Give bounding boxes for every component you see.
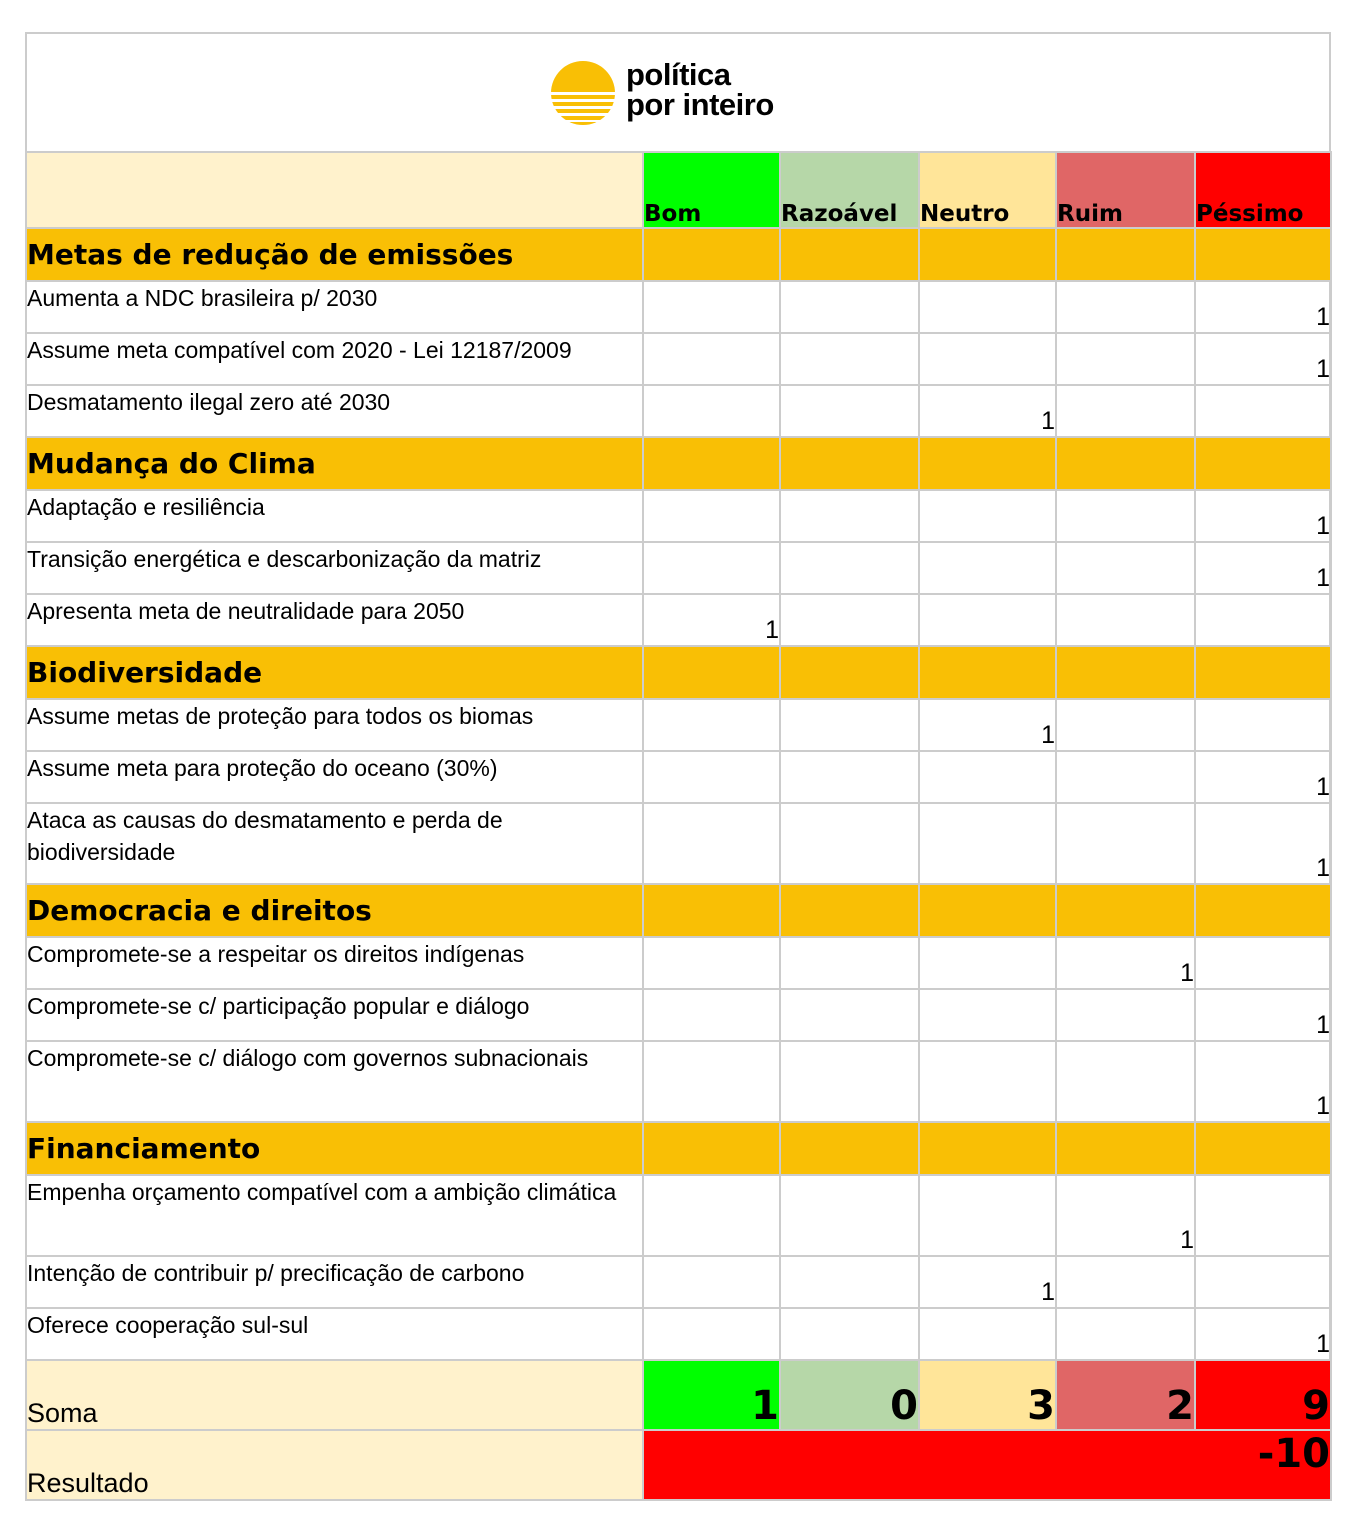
item-label: Assume meta para proteção do oceano (30%) bbox=[26, 751, 643, 803]
section-title: Democracia e direitos bbox=[26, 884, 643, 937]
item-row bbox=[26, 542, 1331, 594]
score-cell bbox=[643, 803, 780, 884]
section-row bbox=[26, 437, 1331, 490]
item-label: Compromete-se a respeitar os direitos indígenas bbox=[26, 937, 643, 989]
score-cell bbox=[1195, 1175, 1331, 1256]
score-cell bbox=[1195, 699, 1331, 751]
score-cell bbox=[780, 1041, 919, 1122]
score-cell bbox=[919, 542, 1056, 594]
result-label: Resultado bbox=[26, 1430, 643, 1500]
score-cell: 1 bbox=[919, 1256, 1056, 1308]
total-value: 2 bbox=[1056, 1360, 1195, 1430]
column-header-razoavel: Razoável bbox=[780, 152, 919, 228]
score-cell bbox=[1056, 594, 1195, 646]
section-row bbox=[26, 228, 1331, 281]
score-table bbox=[25, 151, 1332, 1501]
score-cell bbox=[780, 333, 919, 385]
score-cell bbox=[643, 699, 780, 751]
score-cell bbox=[919, 1041, 1056, 1122]
score-cell bbox=[1056, 1256, 1195, 1308]
item-row bbox=[26, 937, 1331, 989]
total-value: 3 bbox=[919, 1360, 1056, 1430]
score-cell bbox=[780, 803, 919, 884]
score-cell: 1 bbox=[643, 594, 780, 646]
score-cell bbox=[1195, 594, 1331, 646]
score-cell bbox=[919, 1175, 1056, 1256]
item-row bbox=[26, 385, 1331, 437]
score-cell bbox=[780, 1256, 919, 1308]
section-cell bbox=[643, 646, 780, 699]
score-cell bbox=[643, 751, 780, 803]
result-row bbox=[26, 1430, 1331, 1500]
item-label: Compromete-se c/ participação popular e diálogo bbox=[26, 989, 643, 1041]
score-cell: 1 bbox=[1195, 542, 1331, 594]
section-cell bbox=[1195, 437, 1331, 490]
item-label: Desmatamento ilegal zero até 2030 bbox=[26, 385, 643, 437]
item-label: Ataca as causas do desmatamento e perda de biodiversidade bbox=[26, 803, 643, 884]
score-cell bbox=[1056, 333, 1195, 385]
logo bbox=[548, 58, 818, 133]
item-label: Assume meta compatível com 2020 - Lei 12187/2009 bbox=[26, 333, 643, 385]
section-cell bbox=[780, 1122, 919, 1175]
score-cell bbox=[1056, 1308, 1195, 1360]
score-cell bbox=[780, 490, 919, 542]
item-row bbox=[26, 1175, 1331, 1256]
score-cell: 1 bbox=[1195, 989, 1331, 1041]
section-title: Biodiversidade bbox=[26, 646, 643, 699]
section-cell bbox=[780, 646, 919, 699]
item-label: Oferece cooperação sul-sul bbox=[26, 1308, 643, 1360]
item-label: Aumenta a NDC brasileira p/ 2030 bbox=[26, 281, 643, 333]
result-value: -10 bbox=[643, 1430, 1331, 1500]
item-row bbox=[26, 594, 1331, 646]
score-cell bbox=[643, 937, 780, 989]
section-cell bbox=[1195, 646, 1331, 699]
score-cell bbox=[780, 937, 919, 989]
score-cell: 1 bbox=[1195, 803, 1331, 884]
score-cell bbox=[1056, 385, 1195, 437]
score-cell bbox=[1056, 803, 1195, 884]
item-label: Empenha orçamento compatível com a ambição climática bbox=[26, 1175, 643, 1256]
section-cell bbox=[1056, 228, 1195, 281]
item-row bbox=[26, 989, 1331, 1041]
score-cell bbox=[780, 281, 919, 333]
total-value: 9 bbox=[1195, 1360, 1331, 1430]
header-blank-cell bbox=[26, 152, 643, 228]
score-cell bbox=[643, 490, 780, 542]
score-cell bbox=[780, 542, 919, 594]
score-cell bbox=[780, 594, 919, 646]
score-cell bbox=[1056, 542, 1195, 594]
score-cell: 1 bbox=[919, 385, 1056, 437]
item-row bbox=[26, 803, 1331, 884]
score-cell: 1 bbox=[1195, 490, 1331, 542]
section-cell bbox=[643, 884, 780, 937]
section-cell bbox=[919, 437, 1056, 490]
score-cell bbox=[643, 989, 780, 1041]
score-cell bbox=[1056, 1041, 1195, 1122]
column-header-bom: Bom bbox=[643, 152, 780, 228]
score-cell bbox=[780, 751, 919, 803]
section-cell bbox=[1195, 228, 1331, 281]
score-cell bbox=[919, 594, 1056, 646]
score-cell bbox=[1056, 490, 1195, 542]
item-label: Intenção de contribuir p/ precificação de carbono bbox=[26, 1256, 643, 1308]
score-cell: 1 bbox=[919, 699, 1056, 751]
section-cell bbox=[780, 884, 919, 937]
section-cell bbox=[919, 646, 1056, 699]
score-cell bbox=[919, 281, 1056, 333]
section-row bbox=[26, 1122, 1331, 1175]
score-cell bbox=[919, 751, 1056, 803]
sun-logo-icon bbox=[548, 58, 618, 128]
score-cell bbox=[919, 803, 1056, 884]
score-cell bbox=[643, 333, 780, 385]
section-cell bbox=[643, 1122, 780, 1175]
score-cell: 1 bbox=[1056, 937, 1195, 989]
score-cell bbox=[780, 989, 919, 1041]
score-cell bbox=[780, 1308, 919, 1360]
section-cell bbox=[1056, 884, 1195, 937]
score-cell bbox=[919, 490, 1056, 542]
item-row bbox=[26, 699, 1331, 751]
totals-label: Soma bbox=[26, 1360, 643, 1430]
score-cell: 1 bbox=[1195, 1041, 1331, 1122]
section-cell bbox=[1195, 884, 1331, 937]
item-label: Assume metas de proteção para todos os biomas bbox=[26, 699, 643, 751]
score-cell bbox=[919, 333, 1056, 385]
item-row bbox=[26, 333, 1331, 385]
score-cell bbox=[780, 699, 919, 751]
score-cell bbox=[919, 1308, 1056, 1360]
item-label: Transição energética e descarbonização da matriz bbox=[26, 542, 643, 594]
logo-line-1: política bbox=[626, 57, 731, 92]
item-label: Apresenta meta de neutralidade para 2050 bbox=[26, 594, 643, 646]
section-cell bbox=[1195, 1122, 1331, 1175]
score-cell bbox=[1056, 699, 1195, 751]
item-row bbox=[26, 490, 1331, 542]
section-cell bbox=[1056, 646, 1195, 699]
item-label: Compromete-se c/ diálogo com governos subnacionais bbox=[26, 1041, 643, 1122]
item-row bbox=[26, 751, 1331, 803]
section-cell bbox=[643, 437, 780, 490]
score-cell: 1 bbox=[1195, 281, 1331, 333]
item-row bbox=[26, 1041, 1331, 1122]
score-cell: 1 bbox=[1056, 1175, 1195, 1256]
item-row bbox=[26, 281, 1331, 333]
score-cell bbox=[643, 542, 780, 594]
score-cell bbox=[1056, 281, 1195, 333]
score-cell bbox=[1195, 937, 1331, 989]
score-cell bbox=[919, 937, 1056, 989]
score-cell bbox=[1195, 385, 1331, 437]
section-title: Mudança do Clima bbox=[26, 437, 643, 490]
column-header-neutro: Neutro bbox=[919, 152, 1056, 228]
section-cell bbox=[919, 1122, 1056, 1175]
section-title: Financiamento bbox=[26, 1122, 643, 1175]
section-cell bbox=[919, 228, 1056, 281]
header-row bbox=[26, 152, 1331, 228]
item-row bbox=[26, 1256, 1331, 1308]
score-cell: 1 bbox=[1195, 1308, 1331, 1360]
column-header-pessimo: Péssimo bbox=[1195, 152, 1331, 228]
item-row bbox=[26, 1308, 1331, 1360]
total-value: 0 bbox=[780, 1360, 919, 1430]
section-row bbox=[26, 646, 1331, 699]
score-cell bbox=[643, 1308, 780, 1360]
score-cell bbox=[919, 989, 1056, 1041]
column-header-ruim: Ruim bbox=[1056, 152, 1195, 228]
section-title: Metas de redução de emissões bbox=[26, 228, 643, 281]
logo-line-2: por inteiro bbox=[626, 87, 774, 122]
score-cell: 1 bbox=[1195, 751, 1331, 803]
score-cell bbox=[780, 385, 919, 437]
totals-row bbox=[26, 1360, 1331, 1430]
section-cell bbox=[1056, 437, 1195, 490]
total-value: 1 bbox=[643, 1360, 780, 1430]
score-cell bbox=[1195, 1256, 1331, 1308]
score-cell bbox=[643, 281, 780, 333]
section-row bbox=[26, 884, 1331, 937]
section-cell bbox=[643, 228, 780, 281]
score-cell bbox=[1056, 989, 1195, 1041]
score-cell bbox=[643, 1175, 780, 1256]
item-label: Adaptação e resiliência bbox=[26, 490, 643, 542]
score-cell bbox=[1056, 751, 1195, 803]
score-cell bbox=[643, 1256, 780, 1308]
section-cell bbox=[1056, 1122, 1195, 1175]
score-cell: 1 bbox=[1195, 333, 1331, 385]
score-cell bbox=[643, 385, 780, 437]
section-cell bbox=[780, 437, 919, 490]
section-cell bbox=[919, 884, 1056, 937]
section-cell bbox=[780, 228, 919, 281]
score-cell bbox=[780, 1175, 919, 1256]
score-cell bbox=[643, 1041, 780, 1122]
